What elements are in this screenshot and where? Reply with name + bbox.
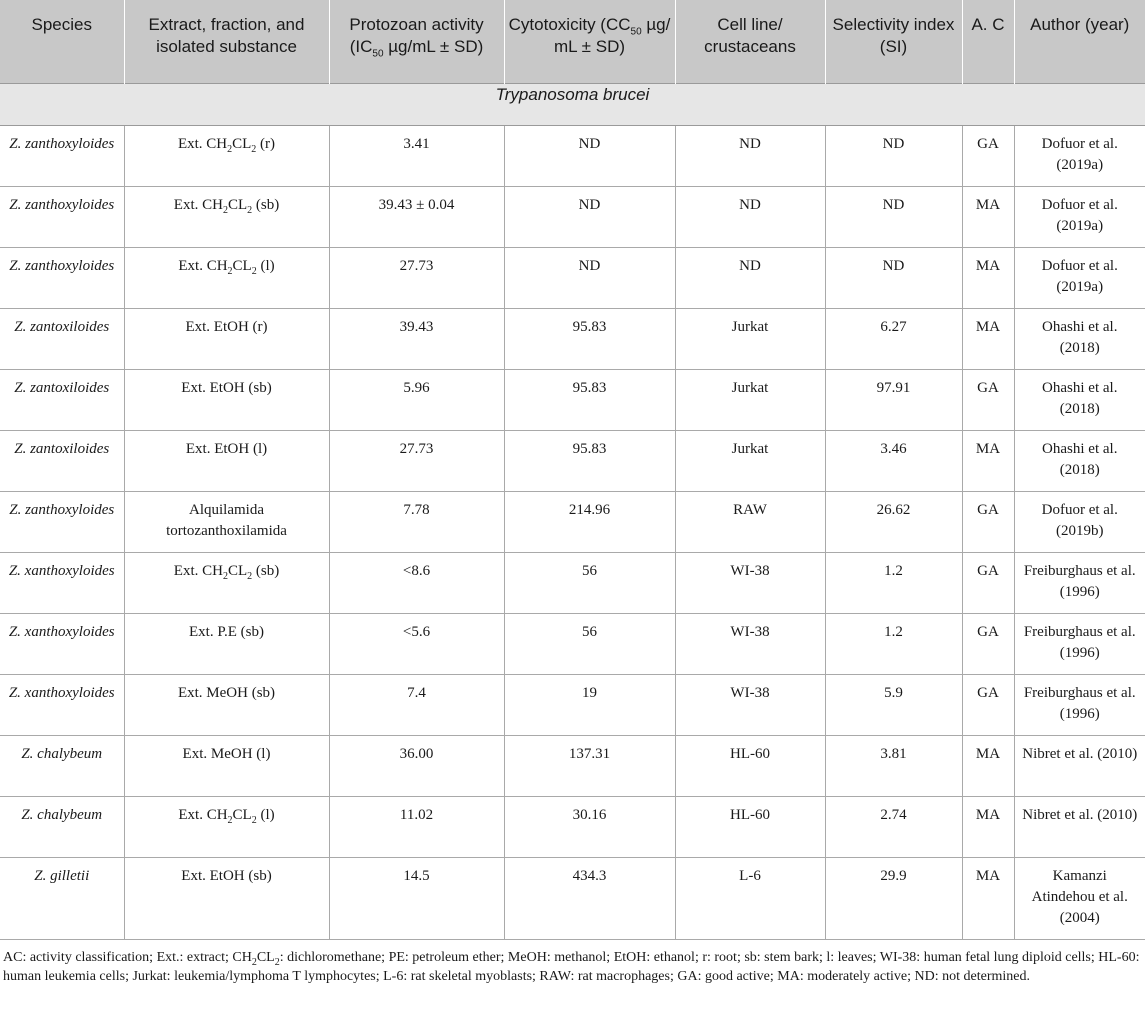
cell-author: Ohashi et al. (2018)	[1014, 308, 1145, 369]
cell-activity-class: MA	[962, 430, 1014, 491]
cell-extract: Ext. EtOH (l)	[124, 430, 329, 491]
cell-activity-class: MA	[962, 247, 1014, 308]
cell-author: Ohashi et al. (2018)	[1014, 430, 1145, 491]
cell-selectivity-index: 3.81	[825, 735, 962, 796]
cell-author: Freiburghaus et al. (1996)	[1014, 613, 1145, 674]
table-row	[0, 735, 1145, 796]
table-row	[0, 552, 1145, 613]
cell-author: Freiburghaus et al. (1996)	[1014, 674, 1145, 735]
cell-activity-class: GA	[962, 674, 1014, 735]
cell-cell-line: WI-38	[675, 674, 825, 735]
table-row	[0, 369, 1145, 430]
table-row	[0, 125, 1145, 186]
cell-species: Z. zanthoxyloides	[0, 247, 124, 308]
table-row	[0, 186, 1145, 247]
cell-ic50: 3.41	[329, 125, 504, 186]
header-row	[0, 0, 1145, 83]
cell-extract: Ext. $CH_2CL_2$ (l)	[124, 247, 329, 308]
cell-species: Z. xanthoxyloides	[0, 552, 124, 613]
cell-species: Z. zantoxiloides	[0, 308, 124, 369]
table-row	[0, 430, 1145, 491]
table-row	[0, 247, 1145, 308]
cell-selectivity-index: 29.9	[825, 857, 962, 939]
col-cell-line: Cell line/ crustaceans	[675, 0, 825, 83]
cell-species: Z. zantoxiloides	[0, 430, 124, 491]
cell-cc50: 56	[504, 613, 675, 674]
cell-cell-line: WI-38	[675, 613, 825, 674]
cell-cell-line: ND	[675, 247, 825, 308]
table-row	[0, 613, 1145, 674]
cell-species: Z. chalybeum	[0, 796, 124, 857]
cell-cc50: 95.83	[504, 308, 675, 369]
cell-species: Z. xanthoxyloides	[0, 613, 124, 674]
cell-author: Freiburghaus et al. (1996)	[1014, 552, 1145, 613]
cell-cc50: 56	[504, 552, 675, 613]
cell-author: Nibret et al. (2010)	[1014, 735, 1145, 796]
col-protozoan-activity: Protozoan activity ($IC_{50}$ µg/mL ± SD)	[329, 0, 504, 83]
table-row	[0, 308, 1145, 369]
cell-cc50: 137.31	[504, 735, 675, 796]
cell-selectivity-index: 1.2	[825, 552, 962, 613]
cell-ic50: 14.5	[329, 857, 504, 939]
cell-activity-class: GA	[962, 552, 1014, 613]
cell-selectivity-index: ND	[825, 125, 962, 186]
cell-selectivity-index: ND	[825, 247, 962, 308]
cell-activity-class: MA	[962, 308, 1014, 369]
cell-cc50: 214.96	[504, 491, 675, 552]
cell-activity-class: GA	[962, 613, 1014, 674]
cell-author: Ohashi et al. (2018)	[1014, 369, 1145, 430]
table-row	[0, 491, 1145, 552]
cell-species: Z. zanthoxyloides	[0, 491, 124, 552]
cell-ic50: 5.96	[329, 369, 504, 430]
cell-ic50: 7.4	[329, 674, 504, 735]
cell-cell-line: ND	[675, 125, 825, 186]
cell-activity-class: GA	[962, 369, 1014, 430]
cell-selectivity-index: 1.2	[825, 613, 962, 674]
cell-selectivity-index: 5.9	[825, 674, 962, 735]
cell-cc50: 434.3	[504, 857, 675, 939]
table-row	[0, 674, 1145, 735]
cell-author: Kamanzi Atindehou et al. (2004)	[1014, 857, 1145, 939]
col-species: Species	[0, 0, 124, 83]
cell-extract: Ext. EtOH (sb)	[124, 857, 329, 939]
cell-cell-line: ND	[675, 186, 825, 247]
cell-cc50: ND	[504, 247, 675, 308]
cell-cc50: 30.16	[504, 796, 675, 857]
col-extract: Extract, fraction, and isolated substance	[124, 0, 329, 83]
cell-ic50: 39.43 ± 0.04	[329, 186, 504, 247]
cell-cc50: ND	[504, 186, 675, 247]
cell-ic50: 36.00	[329, 735, 504, 796]
cell-extract: Ext. EtOH (r)	[124, 308, 329, 369]
cell-cc50: 95.83	[504, 430, 675, 491]
table-row	[0, 857, 1145, 939]
cell-activity-class: MA	[962, 796, 1014, 857]
cell-species: Z. chalybeum	[0, 735, 124, 796]
cell-selectivity-index: 3.46	[825, 430, 962, 491]
cell-cell-line: RAW	[675, 491, 825, 552]
cell-selectivity-index: 26.62	[825, 491, 962, 552]
cell-cc50: 95.83	[504, 369, 675, 430]
cell-species: Z. xanthoxyloides	[0, 674, 124, 735]
cell-ic50: 11.02	[329, 796, 504, 857]
cell-species: Z. zantoxiloides	[0, 369, 124, 430]
cell-cell-line: Jurkat	[675, 308, 825, 369]
cell-extract: Ext. MeOH (l)	[124, 735, 329, 796]
cell-activity-class: MA	[962, 735, 1014, 796]
cell-extract: Ext. MeOH (sb)	[124, 674, 329, 735]
cell-cell-line: Jurkat	[675, 369, 825, 430]
cell-cell-line: L-6	[675, 857, 825, 939]
cell-cell-line: HL-60	[675, 796, 825, 857]
col-author: Author (year)	[1014, 0, 1145, 83]
cell-ic50: 7.78	[329, 491, 504, 552]
cell-cell-line: HL-60	[675, 735, 825, 796]
cell-activity-class: GA	[962, 125, 1014, 186]
cell-selectivity-index: ND	[825, 186, 962, 247]
cell-extract: Ext. EtOH (sb)	[124, 369, 329, 430]
cell-author: Dofuor et al. (2019a)	[1014, 247, 1145, 308]
cell-extract: Ext. $CH_2CL_2$ (sb)	[124, 186, 329, 247]
cell-ic50: <5.6	[329, 613, 504, 674]
cell-author: Dofuor et al. (2019a)	[1014, 125, 1145, 186]
cell-extract: Ext. $CH_2CL_2$ (r)	[124, 125, 329, 186]
col-cytotoxicity: Cytotoxicity ($CC_{50}$ µg/ mL ± SD)	[504, 0, 675, 83]
cell-selectivity-index: 2.74	[825, 796, 962, 857]
table-footnote: AC: activity classification; Ext.: extract; $CH_2CL_2$: dichloromethane; PE: petroleum ether; MeOH: methanol; EtOH: ethanol; r: root; sb: stem bark; l: leaves; WI-38: human fetal lung diploid cells; HL-60: human leukemia cells; Jurkat: leukemia/lymphoma T lymphocytes; L-6: rat skeletal myoblasts; RAW: rat macrophages; GA: good active; MA: moderately active; ND: not determined.	[3, 949, 1140, 984]
cell-species: Z. zanthoxyloides	[0, 125, 124, 186]
cell-author: Dofuor et al. (2019a)	[1014, 186, 1145, 247]
table-row	[0, 796, 1145, 857]
cell-extract: Ext. P.E (sb)	[124, 613, 329, 674]
cell-extract: Alquilamida tortozanthoxilamida	[124, 491, 329, 552]
cell-ic50: 27.73	[329, 247, 504, 308]
section-row	[0, 83, 1145, 125]
cell-extract: Ext. $CH_2CL_2$ (l)	[124, 796, 329, 857]
section-title: Trypanosoma brucei	[0, 83, 1145, 125]
col-activity-class: A. C	[962, 0, 1014, 83]
cell-selectivity-index: 6.27	[825, 308, 962, 369]
cell-ic50: <8.6	[329, 552, 504, 613]
cell-extract: Ext. $CH_2CL_2$ (sb)	[124, 552, 329, 613]
cell-species: Z. zanthoxyloides	[0, 186, 124, 247]
cell-activity-class: MA	[962, 857, 1014, 939]
cell-cc50: 19	[504, 674, 675, 735]
cell-author: Nibret et al. (2010)	[1014, 796, 1145, 857]
cell-species: Z. gilletii	[0, 857, 124, 939]
col-selectivity-index: Selectivity index (SI)	[825, 0, 962, 83]
cell-activity-class: GA	[962, 491, 1014, 552]
cell-ic50: 39.43	[329, 308, 504, 369]
cell-activity-class: MA	[962, 186, 1014, 247]
cell-ic50: 27.73	[329, 430, 504, 491]
cell-selectivity-index: 97.91	[825, 369, 962, 430]
cell-cell-line: WI-38	[675, 552, 825, 613]
cell-cc50: ND	[504, 125, 675, 186]
cell-author: Dofuor et al. (2019b)	[1014, 491, 1145, 552]
cell-cell-line: Jurkat	[675, 430, 825, 491]
